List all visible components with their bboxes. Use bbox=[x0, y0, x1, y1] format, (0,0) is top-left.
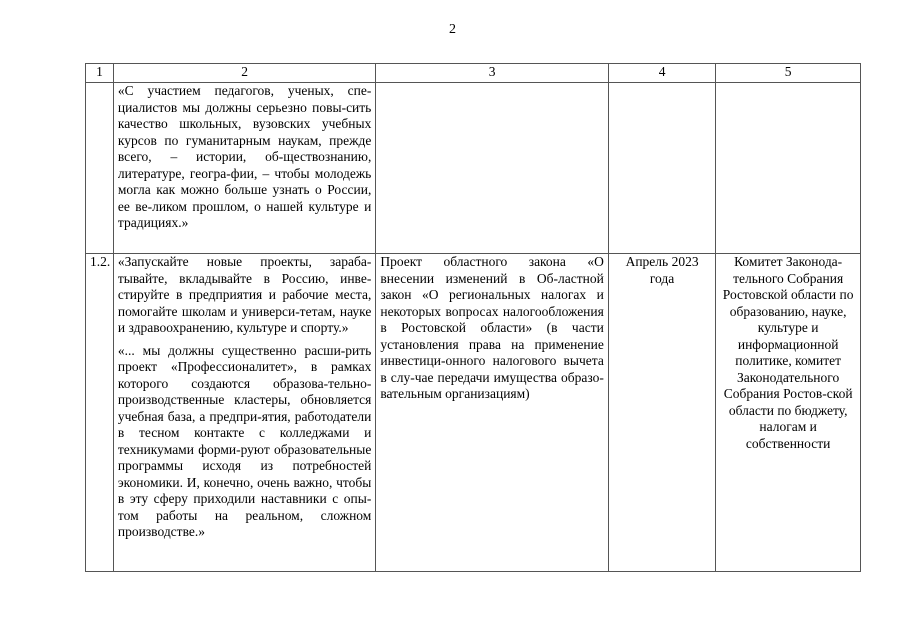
measure-cell bbox=[376, 83, 609, 254]
column-number-1: 1 bbox=[86, 64, 114, 83]
column-number-5: 5 bbox=[716, 64, 861, 83]
quote-cell: «С участием педагогов, ученых, спе-циалистов мы должны серьезно повы-сить качество школьных, вузовских учебных курсов по гуманитарным наукам, прежде всего, – истории, об-ществознанию, литературе, геогра-фии, – чтобы молодежь могла как можно больше узнать о России, ее ве-ликом прошлом, о нашей культуре и традициях.» bbox=[113, 83, 375, 254]
item-number-cell: 1.2. bbox=[86, 254, 114, 572]
item-number-cell bbox=[86, 83, 114, 254]
column-number-3: 3 bbox=[376, 64, 609, 83]
table-row bbox=[86, 254, 861, 572]
page-number: 2 bbox=[449, 22, 456, 37]
quote-paragraph: «... мы должны существенно расши-рить проект «Профессионалитет», в рамках которого создаются образова-тельно-производственные кластеры, обновляется учебная база, а предпри-ятия, работодатели в тесном контакте с колледжами и техникумами форми-руют образовательные программы исходя из потребностей экономики. И, конечно, очень важно, чтобы в эту сферу приходили наставники с опы-том работы на реальном, сложном производстве.» bbox=[117, 342, 372, 539]
responsible-cell: Комитет Законода-тельного Собрания Ростовской области по образованию, науке, культуре и информационной политике, комитет Законодательного Собрания Ростов-ской области по бюджету, налогам и собственности bbox=[716, 254, 861, 572]
table-header-row bbox=[86, 64, 861, 83]
column-number-2: 2 bbox=[113, 64, 375, 83]
deadline-cell bbox=[608, 83, 715, 254]
measure-cell: Проект областного закона «О внесении изменений в Об-ластной закон «О региональных налогах и некоторых вопросах налогообложения в Ростовской области» (в части установления права на применение инвестици-онного налогового вычета в слу-чае передачи имущества образо-вательным организациям) bbox=[376, 254, 609, 572]
quote-cell bbox=[113, 254, 375, 572]
table-row bbox=[86, 83, 861, 254]
deadline-cell: Апрель 2023 года bbox=[608, 254, 715, 572]
quote-paragraph: «Запускайте новые проекты, зараба-тывайте, вкладывайте в Россию, инве-стируйте в предприятия и рабочие места, помогайте школам и универси-тетам, науке и здравоохранению, культуре и спорту.» bbox=[117, 254, 372, 335]
column-number-4: 4 bbox=[608, 64, 715, 83]
responsible-cell bbox=[716, 83, 861, 254]
measures-table bbox=[85, 63, 861, 572]
